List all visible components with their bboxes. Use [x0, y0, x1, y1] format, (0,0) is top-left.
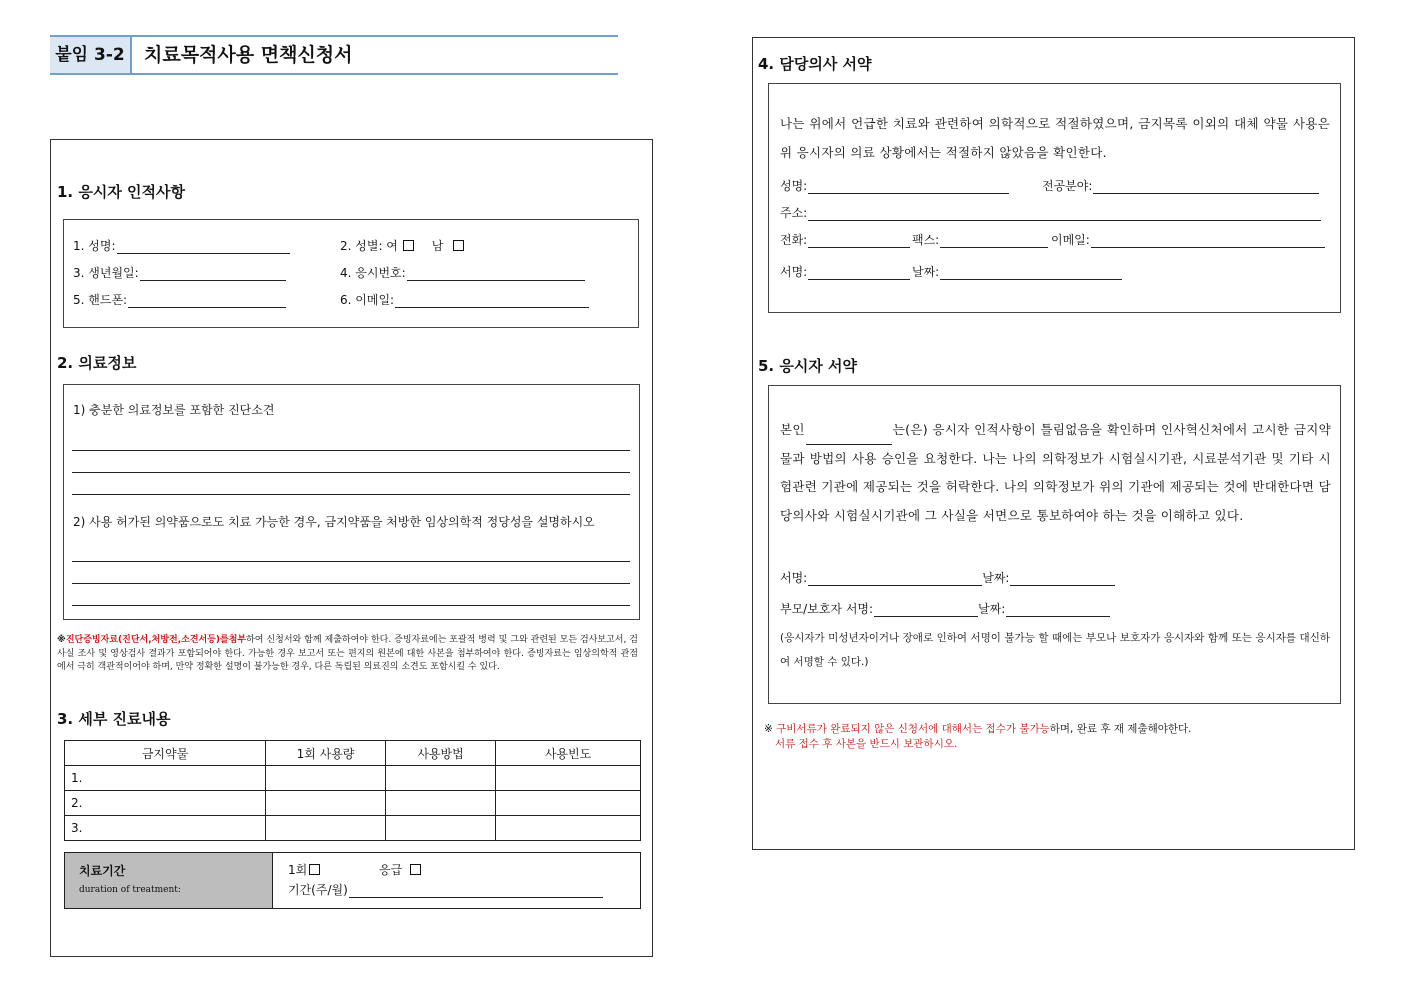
treatment-period-box: [64, 852, 641, 909]
table-cell[interactable]: [386, 791, 496, 816]
section5-title: 5. 응시자 서약: [758, 357, 858, 375]
male-checkbox[interactable]: [453, 240, 464, 251]
section1-title: 1. 응시자 인적사항: [57, 183, 186, 201]
birthdate-field[interactable]: 3. 생년월일:: [73, 265, 286, 281]
diagnosis-line[interactable]: [72, 450, 630, 451]
section4-title: 4. 담당의사 서약: [758, 55, 872, 73]
applicant-sign-field[interactable]: 서명: 날짜:: [780, 570, 1115, 586]
once-checkbox[interactable]: [309, 864, 320, 875]
name-field[interactable]: 1. 성명:: [73, 238, 290, 254]
doctor-major-field[interactable]: 전공분야:: [1042, 178, 1319, 194]
doctor-address-field[interactable]: 주소:: [780, 205, 1321, 221]
doctor-date-field[interactable]: 날짜:: [912, 264, 1122, 280]
doctor-name-field[interactable]: 성명:: [780, 178, 1009, 194]
doctor-sign-field[interactable]: 서명:: [780, 264, 910, 280]
table-header-row: [65, 741, 641, 766]
gender-field: 2. 성별: 여 남: [340, 238, 464, 254]
guardian-sign-field[interactable]: 부모/보호자 서명: 날짜:: [780, 601, 1110, 617]
col-header: 금지약물: [65, 741, 266, 766]
justification-line[interactable]: [72, 561, 630, 562]
row-label[interactable]: 3.: [65, 816, 266, 841]
table-cell[interactable]: [386, 766, 496, 791]
minor-note: (응시자가 미성년자이거나 장애로 인하여 서명이 불가능 할 때에는 부모나 보호자가 응시자와 함께 또는 응시자를 대신하여 서명할 수 있다.): [780, 632, 1330, 668]
doctor-email-field[interactable]: 이메일:: [1051, 232, 1325, 248]
table-cell[interactable]: [266, 791, 386, 816]
doctor-fax-field[interactable]: 팩스:: [912, 232, 1048, 248]
attachment-tag: 붙임 3-2: [50, 37, 132, 73]
exam-number-field[interactable]: 4. 응시번호:: [340, 265, 585, 281]
row-label[interactable]: 1.: [65, 766, 266, 791]
table-cell[interactable]: [386, 816, 496, 841]
once-option: 1회: [288, 862, 320, 878]
col-header: 1회 사용량: [266, 741, 386, 766]
period-label-en: duration of treatment:: [79, 885, 181, 895]
medical-info-box: [63, 384, 640, 620]
email-field[interactable]: 6. 이메일:: [340, 292, 589, 308]
section3-title: 3. 세부 진료내용: [57, 710, 171, 728]
treatment-table: [64, 740, 641, 841]
period-label: 치료기간: [79, 864, 126, 878]
doctor-phone-field[interactable]: 전화:: [780, 232, 910, 248]
table-cell[interactable]: [496, 766, 641, 791]
mobile-field[interactable]: 5. 핸드폰:: [73, 292, 286, 308]
col-header: 사용방법: [386, 741, 496, 766]
applicant-pledge-text: 본인 는(은) 응시자 인적사항이 틀림없음을 확인하며 인사혁신처에서 고시한 금지약물과 방법의 사용 승인을 요청한다. 나는 나의 의학정보가 시험실시기관, 시료분석기관 및 기타 시험관련 기관에 제공되는 것을 허락한다. 나의 의학정보가 위의 기관에 제공되는 것에 반대한다면 담당의사와 시험실시기관에 그 사실을 서면으로 통보하여야 하는 것을 이해하고 있다.: [780, 422, 1331, 523]
applicant-name-blank[interactable]: [806, 432, 892, 445]
justification-line[interactable]: [72, 583, 630, 584]
table-row: [65, 766, 641, 791]
table-cell[interactable]: [266, 816, 386, 841]
col-header: 사용빈도: [496, 741, 641, 766]
diagnosis-line[interactable]: [72, 472, 630, 473]
duration-field[interactable]: 기간(주/월): [288, 882, 603, 898]
table-cell[interactable]: [496, 791, 641, 816]
emergency-checkbox[interactable]: [410, 864, 421, 875]
justification-line[interactable]: [72, 605, 630, 606]
table-row: [65, 816, 641, 841]
evidence-note: ※진단증빙자료(진단서,처방전,소견서등)를첨부하여 신청서와 함께 제출하여야 한다. 증빙자료에는 포괄적 병력 및 그와 관련된 모든 검사보고서, 검사실 조사 및 영상검사 결과가 포함되어야 한다. 가능한 경우 보고서 또는 편지의 원본에 대한 사본을 첨부하여야 한다. 증빙자료는 임상의학적 관점에서 극히 객관적이어야 하며, 만약 정확한 설명이 불가능한 경우, 다른 독립된 의료진의 소견도 포함시킬 수 있다.: [57, 635, 638, 672]
emergency-option: 응급: [379, 862, 421, 878]
diagnosis-question: 1) 충분한 의료정보를 포함한 진단소견: [73, 403, 275, 417]
female-checkbox[interactable]: [403, 240, 414, 251]
table-cell[interactable]: [496, 816, 641, 841]
diagnosis-line[interactable]: [72, 494, 630, 495]
section2-title: 2. 의료정보: [57, 354, 137, 372]
row-label[interactable]: 2.: [65, 791, 266, 816]
justification-question: 2) 사용 허가된 의약품으로도 치료 가능한 경우, 금지약품을 처방한 임상의학적 정당성을 설명하시오: [73, 515, 595, 529]
form-header: [50, 35, 618, 75]
form-title: 치료목적사용 면책신청서: [144, 44, 353, 66]
doctor-pledge-text: 나는 위에서 언급한 치료와 관련하여 의학적으로 적절하였으며, 금지목록 이외의 대체 약물 사용은 위 응시자의 의료 상황에서는 적절하지 않았음을 확인한다.: [780, 116, 1330, 160]
table-cell[interactable]: [266, 766, 386, 791]
submission-note: ※ 구비서류가 완료되지 않은 신청서에 대해서는 접수가 불가능하며, 완료 후 재 제출해야한다. 서류 접수 후 사본을 반드시 보관하시오.: [764, 723, 1192, 750]
table-row: [65, 791, 641, 816]
